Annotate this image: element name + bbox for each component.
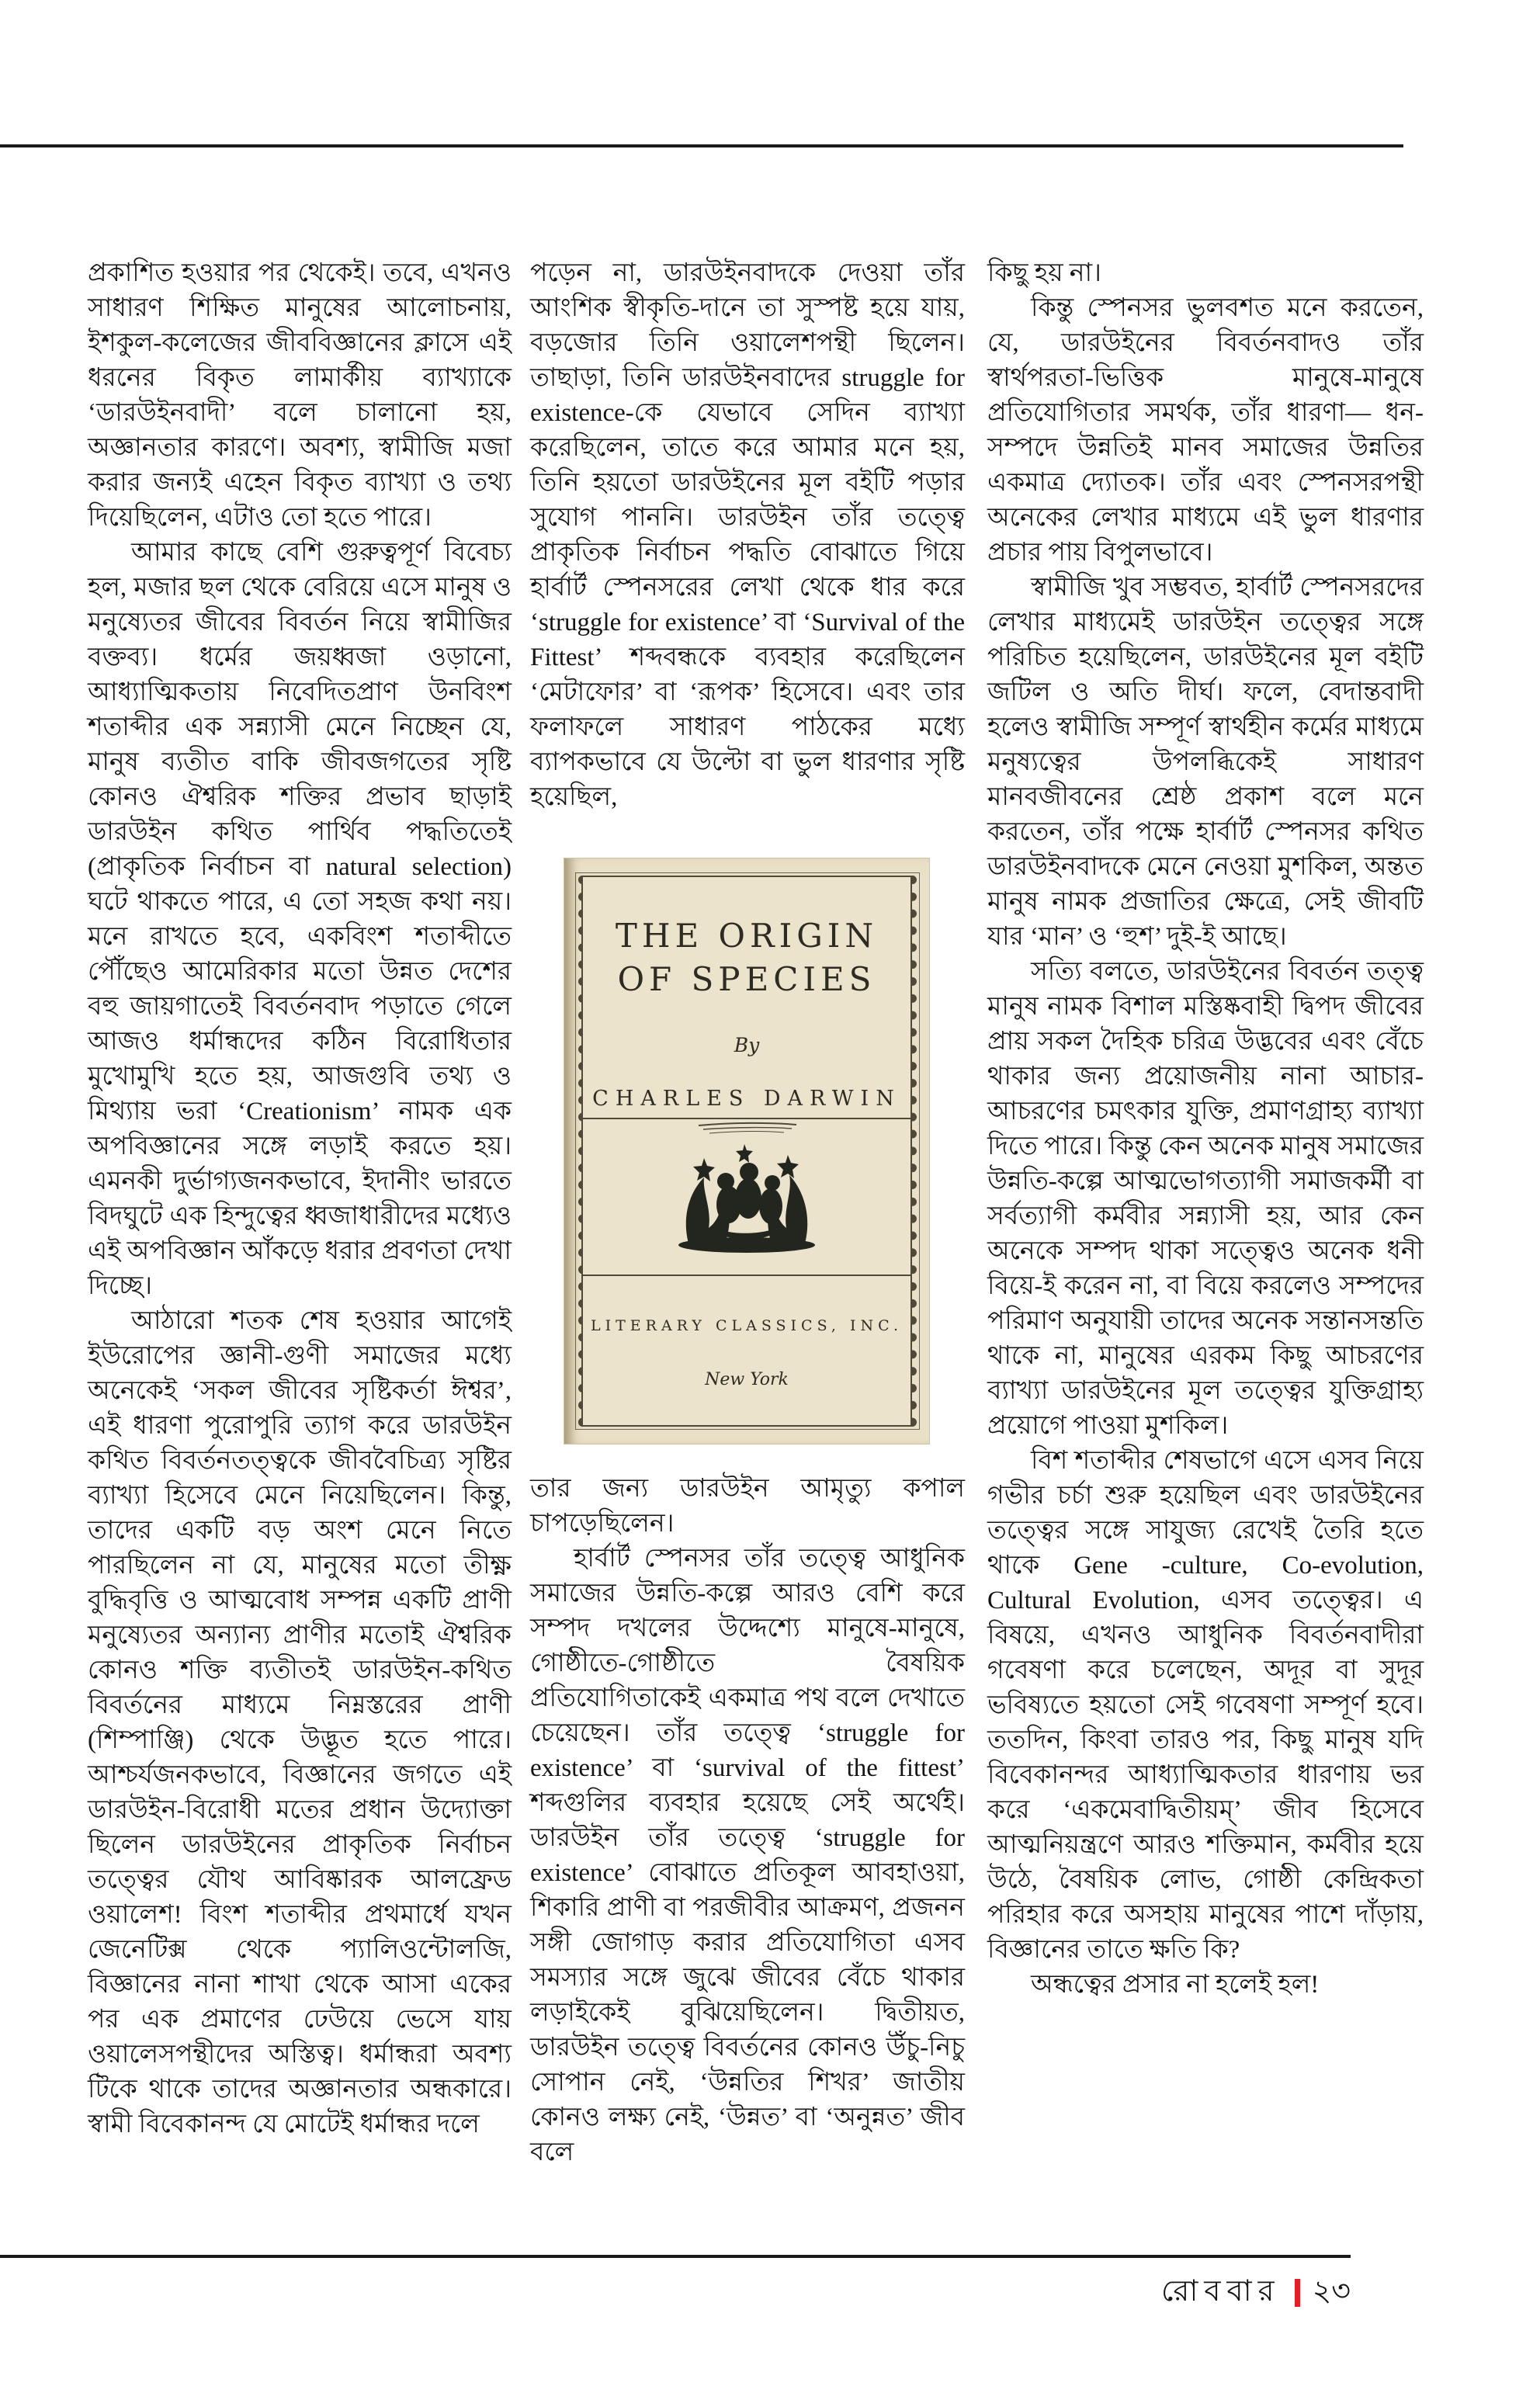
paragraph: স্বামীজি খুব সম্ভবত, হার্বার্ট স্পেনসরদের লেখার মাধ্যমেই ডারউইন তত্ত্বের সঙ্গে পরিচিত হয়েছিলেন, ডারউইনের মূল বইটি জটিল ও অতি দীর্ঘ। ফলে, বেদান্তবাদী হলেও স্বামীজি সম্পূর্ণ স্বার্থহীন কর্মের মাধ্যমে মনুষ্যত্বের উপলব্ধিকেই সাধারণ মানবজীবনের শ্রেষ্ঠ প্রকাশ বলে মনে করতেন, তাঁর পক্ষে হার্বার্ট স্পেনসর কথিত ডারউইনবাদকে মেনে নেওয়া মুশকিল, অন্তত মানুষ নামক প্রজাতির ক্ষেত্রে, সেই জীবটি যার ‘মান’ ও ‘হুশ’ দুই-ই আছে। <box>987 574 1424 951</box>
article-column-1 <box>88 256 512 2142</box>
cherub-engraving-illustration <box>657 1135 836 1259</box>
article-column-2 <box>530 256 965 2170</box>
paragraph: পড়েন না, ডারউইনবাদকে দেওয়া তাঁর আংশিক স্বীকৃতি-দানে তা সুস্পষ্ট হয়ে যায়, বড়জোর তিনি ওয়ালেশপন্থী ছিলেন। তাছাড়া, তিনি ডারউইনবাদের struggle for existence-কে যেভাবে সেদিন ব্যাখ্যা করেছিলেন, তাতে করে আমার মনে হয়, তিনি হয়তো ডারউইনের মূল বইটি পড়ার সুযোগ পাননি। ডারউইন তাঁর তত্ত্বে প্রাকৃতিক নির্বাচন পদ্ধতি বোঝাতে গিয়ে হার্বার্ট স্পেনসরের লেখা থেকে ধার করে ‘struggle for existence’ বা ‘Survival of the Fittest’ শব্দবন্ধকে ব্যবহার করেছিলেন ‘মেটাফোর’ বা ‘রূপক’ হিসেবে। এবং তার ফলাফলে সাধারণ পাঠকের মধ্যে ব্যাপকভাবে যে উল্টো বা ভুল ধারণার সৃষ্টি হয়েছিল, <box>530 259 965 811</box>
paragraph: বিশ শতাব্দীর শেষভাগে এসে এসব নিয়ে গভীর চর্চা শুরু হয়েছিল এবং ডারউইনের তত্ত্বের সঙ্গে সাযুজ্য রেখেই তৈরি হতে থাকে Gene -culture, Co-evolution, Cultural Evolution, এসব তত্ত্বের। এ বিষয়ে, এখনও আধুনিক বিবর্তনবাদীরা গবেষণা করে চলেছেন, অদূর বা সুদূর ভবিষ্যতে হয়তো সেই গবেষণা সম্পূর্ণ হবে। ততদিন, কিংবা তারও পর, কিছু মানুষ যদি বিবেকানন্দর আধ্যাত্মিকতার ধারণায় ভর করে ‘একমেবাদ্বিতীয়ম্‌’ জীব হিসেবে আত্মনিয়ন্ত্রণে আরও শক্তিমান, কর্মবীর হয়ে উঠে, বৈষয়িক লোভ, গোষ্ঠী কেন্দ্রিকতা পরিহার করে অসহায় মানুষের পাশে দাঁড়ায়, বিজ্ঞানের তাতে ক্ষতি কি? <box>987 1447 1424 1964</box>
paragraph: আঠারো শতক শেষ হওয়ার আগেই ইউরোপের জ্ঞানী-গুণী সমাজের মধ্যে অনেকেই ‘সকল জীবের সৃষ্টিকর্তা ঈশ্বর’, এই ধারণা পুরোপুরি ত্যাগ করে ডারউইন কথিত বিবর্তনতত্ত্বকে জীববৈচিত্র্য সৃষ্টির ব্যাখ্যা হিসেবে মেনে নিয়েছিলেন। কিন্তু, তাদের একটি বড় অংশ মেনে নিতে পারছিলেন না যে, মানুষের মতো তীক্ষ্ণ বুদ্ধিবৃত্তি ও আত্মবোধ সম্পন্ন একটি প্রাণী মনুষ্যেতর অন্যান্য প্রাণীর মতোই ঐশ্বরিক কোনও শক্তি ব্যতীতই ডারউইন-কথিত বিবর্তনের মাধ্যমে নিম্নস্তরের প্রাণী (শিম্পাঞ্জি) থেকে উদ্ভূত হতে পারে। আশ্চর্যজনকভাবে, বিজ্ঞানের জগতে এই ডারউইন-বিরোধী মতের প্রধান উদ্যোক্তা ছিলেন ডারউইনের প্রাকৃতিক নির্বাচন তত্ত্বের যৌথ আবিষ্কারক আলফ্রেড ওয়ালেশ! বিংশ শতাব্দীর প্রথমার্ধে যখন জেনেটিক্স থেকে প্যালিওন্টোলজি, বিজ্ঞানের নানা শাখা থেকে আসা একের পর এক প্রমাণের ঢেউয়ে ভেসে যায় ওয়ালেসপন্থীদের অস্তিত্ব। ধর্মান্ধরা অবশ্য টিকে থাকে তাদের অজ্ঞানতার অন্ধকারে। স্বামী বিবেকানন্দ যে মোটেই ধর্মান্ধর দলে <box>88 1307 512 2138</box>
book-publisher: LITERARY CLASSICS, INC. <box>590 1317 904 1334</box>
book-cover-inner-panel <box>581 876 912 1427</box>
paragraph: কিছু হয় না। <box>987 259 1101 287</box>
page-footer <box>1161 2268 1351 2318</box>
paragraph: সত্যি বলতে, ডারউইনের বিবর্তন তত্ত্ব মানুষ নামক বিশাল মস্তিষ্কবাহী দ্বিপদ জীবের প্রায় সকল দৈহিক চরিত্র উদ্ভবের এবং বেঁচে থাকার জন্য প্রয়োজনীয় নানা আচার-আচরণের চমৎকার যুক্তি, প্রমাণগ্রাহ্য ব্যাখ্যা দিতে পারে। কিন্তু কেন অনেক মানুষ সমাজের উন্নতি-কল্পে আত্মভোগত্যাগী সমাজকর্মী বা সর্বত্যাগী কর্মবীর সন্ন্যাসী হয়, আর কেন অনেকে সম্পদ থাকা সত্ত্বেও অনেক ধনী বিয়ে-ই করেন না, বা বিয়ে করলেও সম্পদের পরিমাণ অনুযায়ী তাদের অনেক সন্তানসন্ততি থাকে না, মানুষের এরকম কিছু আচরণের ব্যাখ্যা ডারউইনের মূল তত্ত্বের যুক্তিগ্রাহ্য প্রয়োগে পাওয়া মুশকিল। <box>987 958 1424 1440</box>
book-cover-title-block <box>583 877 910 1119</box>
book-author: CHARLES DARWIN <box>592 1087 901 1111</box>
paragraph: প্রকাশিত হওয়ার পর থেকেই। তবে, এখনও সাধারণ শিক্ষিত মানুষের আলোচনায়, ইশকুল-কলেজের জীববিজ্ঞানের ক্লাসে এই ধরনের বিকৃত লামার্কীয় ব্যাখ্যাকে ‘ডারউইনবাদী’ বলে চালানো হয়, অজ্ঞানতার কারণে। অবশ্য, স্বামীজি মজা করার জন্যই এহেন বিকৃত ব্যাখ্যা ও তথ্য দিয়েছিলেন, এটাও তো হতে পারে। <box>88 259 512 532</box>
paragraph: হার্বার্ট স্পেনসর তাঁর তত্ত্বে আধুনিক সমাজের উন্নতি-কল্পে আরও বেশি করে সম্পদ দখলের উদ্দেশ্যে মানুষে-মানুষে, গোষ্ঠীতে-গোষ্ঠীতে বৈষয়িক প্রতিযোগিতাকেই একমাত্র পথ বলে দেখাতে চেয়েছেন। তাঁর তত্ত্বে ‘struggle for existence’ বা ‘survival of the fittest’ শব্দগুলির ব্যবহার হয়েছে সেই অর্থেই। ডারউইন তাঁর তত্ত্বে ‘struggle for existence’ বোঝাতে প্রতিকূল আবহাওয়া, শিকারি প্রাণী বা পরজীবীর আক্রমণ, প্রজনন সঙ্গী জোগাড় করার প্রতিযোগিতা এসব সমস্যার সঙ্গে জুঝে জীবের বেঁচে থাকার লড়াইকেই বুঝিয়েছিলেন। দ্বিতীয়ত, ডারউইন তত্ত্বে বিবর্তনের কোনও উঁচু-নিচু সোপান নেই, ‘উন্নতির শিখর’ জাতীয় কোনও লক্ষ্য নেই, ‘উন্নত’ বা ‘অনুন্নত’ জীব বলে <box>530 1545 965 2166</box>
book-cover-figure <box>564 858 929 1444</box>
paragraph: অন্ধত্বের প্রসার না হলেই হল! <box>1031 1971 1320 1999</box>
book-city: New York <box>705 1370 789 1389</box>
paragraph: কিন্তু স্পেনসর ভুলবশত মনে করতেন, যে, ডারউইনের বিবর্তনবাদও তাঁর স্বার্থপরতা-ভিত্তিক মানুষে-মানুষে প্রতিযোগিতার সমর্থক, তাঁর ধারণা— ধন-সম্পদে উন্নতিই মানব সমাজের উন্নতির একমাত্র দ্যোতক। তাঁর এবং স্পেনসরপন্থী অনেকের লেখার মাধ্যমে এই ভুল ধারণার প্রচার পায় বিপুলভাবে। <box>987 294 1424 567</box>
page-number: ২৩ <box>1312 2275 1351 2308</box>
book-title-line-1: THE ORIGIN <box>615 917 879 955</box>
paragraph: আমার কাছে বেশি গুরুত্বপূর্ণ বিবেচ্য হল, মজার ছল থেকে বেরিয়ে এসে মানুষ ও মনুষ্যেতর জীবের বিবর্তন নিয়ে স্বামীজির বক্তব্য। ধর্মের জয়ধ্বজা ওড়ানো, আধ্যাত্মিকতায় নিবেদিতপ্রাণ উনবিংশ শতাব্দীর এক সন্ন্যাসী মেনে নিচ্ছেন যে, মানুষ ব্যতীত বাকি জীবজগতের সৃষ্টি কোনও ঐশ্বরিক শক্তির প্রভাব ছাড়াই ডারউইন কথিত পার্থিব পদ্ধতিতেই (প্রাকৃতিক নির্বাচন বা natural selection) ঘটে থাকতে পারে, এ তো সহজ কথা নয়। মনে রাখতে হবে, একবিংশ শতাব্দীতে পৌঁছেও আমেরিকার মতো উন্নত দেশের বহু জায়গাতেই বিবর্তনবাদ পড়াতে গেলে আজও ধর্মান্ধদের কঠিন বিরোধিতার মুখোমুখি হতে হয়, আজগুবি তথ্য ও মিথ্যায় ভরা ‘Creationism’ নামক এক অপবিজ্ঞানের সঙ্গে লড়াই করতে হয়। এমনকী দুর্ভাগ্যজনকভাবে, ইদানীং ভারতে বিদঘুটে এক হিন্দুত্বের ধ্বজাধারীদের মধ্যেও এই অপবিজ্ঞান আঁকড়ে ধরার প্রবণতা দেখা দিচ্ছে। <box>88 539 512 1300</box>
book-by-label: By <box>734 1034 760 1056</box>
top-rule <box>0 144 1403 147</box>
paragraph: তার জন্য ডারউইন আমৃত্যু কপাল চাপড়েছিলেন। <box>530 1475 965 1538</box>
book-cover-publisher-block <box>583 1276 910 1425</box>
book-cover-illustration-block <box>583 1119 910 1276</box>
bottom-rule <box>0 2255 1351 2258</box>
book-title-line-2: OF SPECIES <box>617 960 876 998</box>
magazine-name: রোববার <box>1161 2275 1281 2308</box>
footer-divider-bar <box>1295 2279 1300 2307</box>
article-column-3 <box>987 256 1424 2003</box>
